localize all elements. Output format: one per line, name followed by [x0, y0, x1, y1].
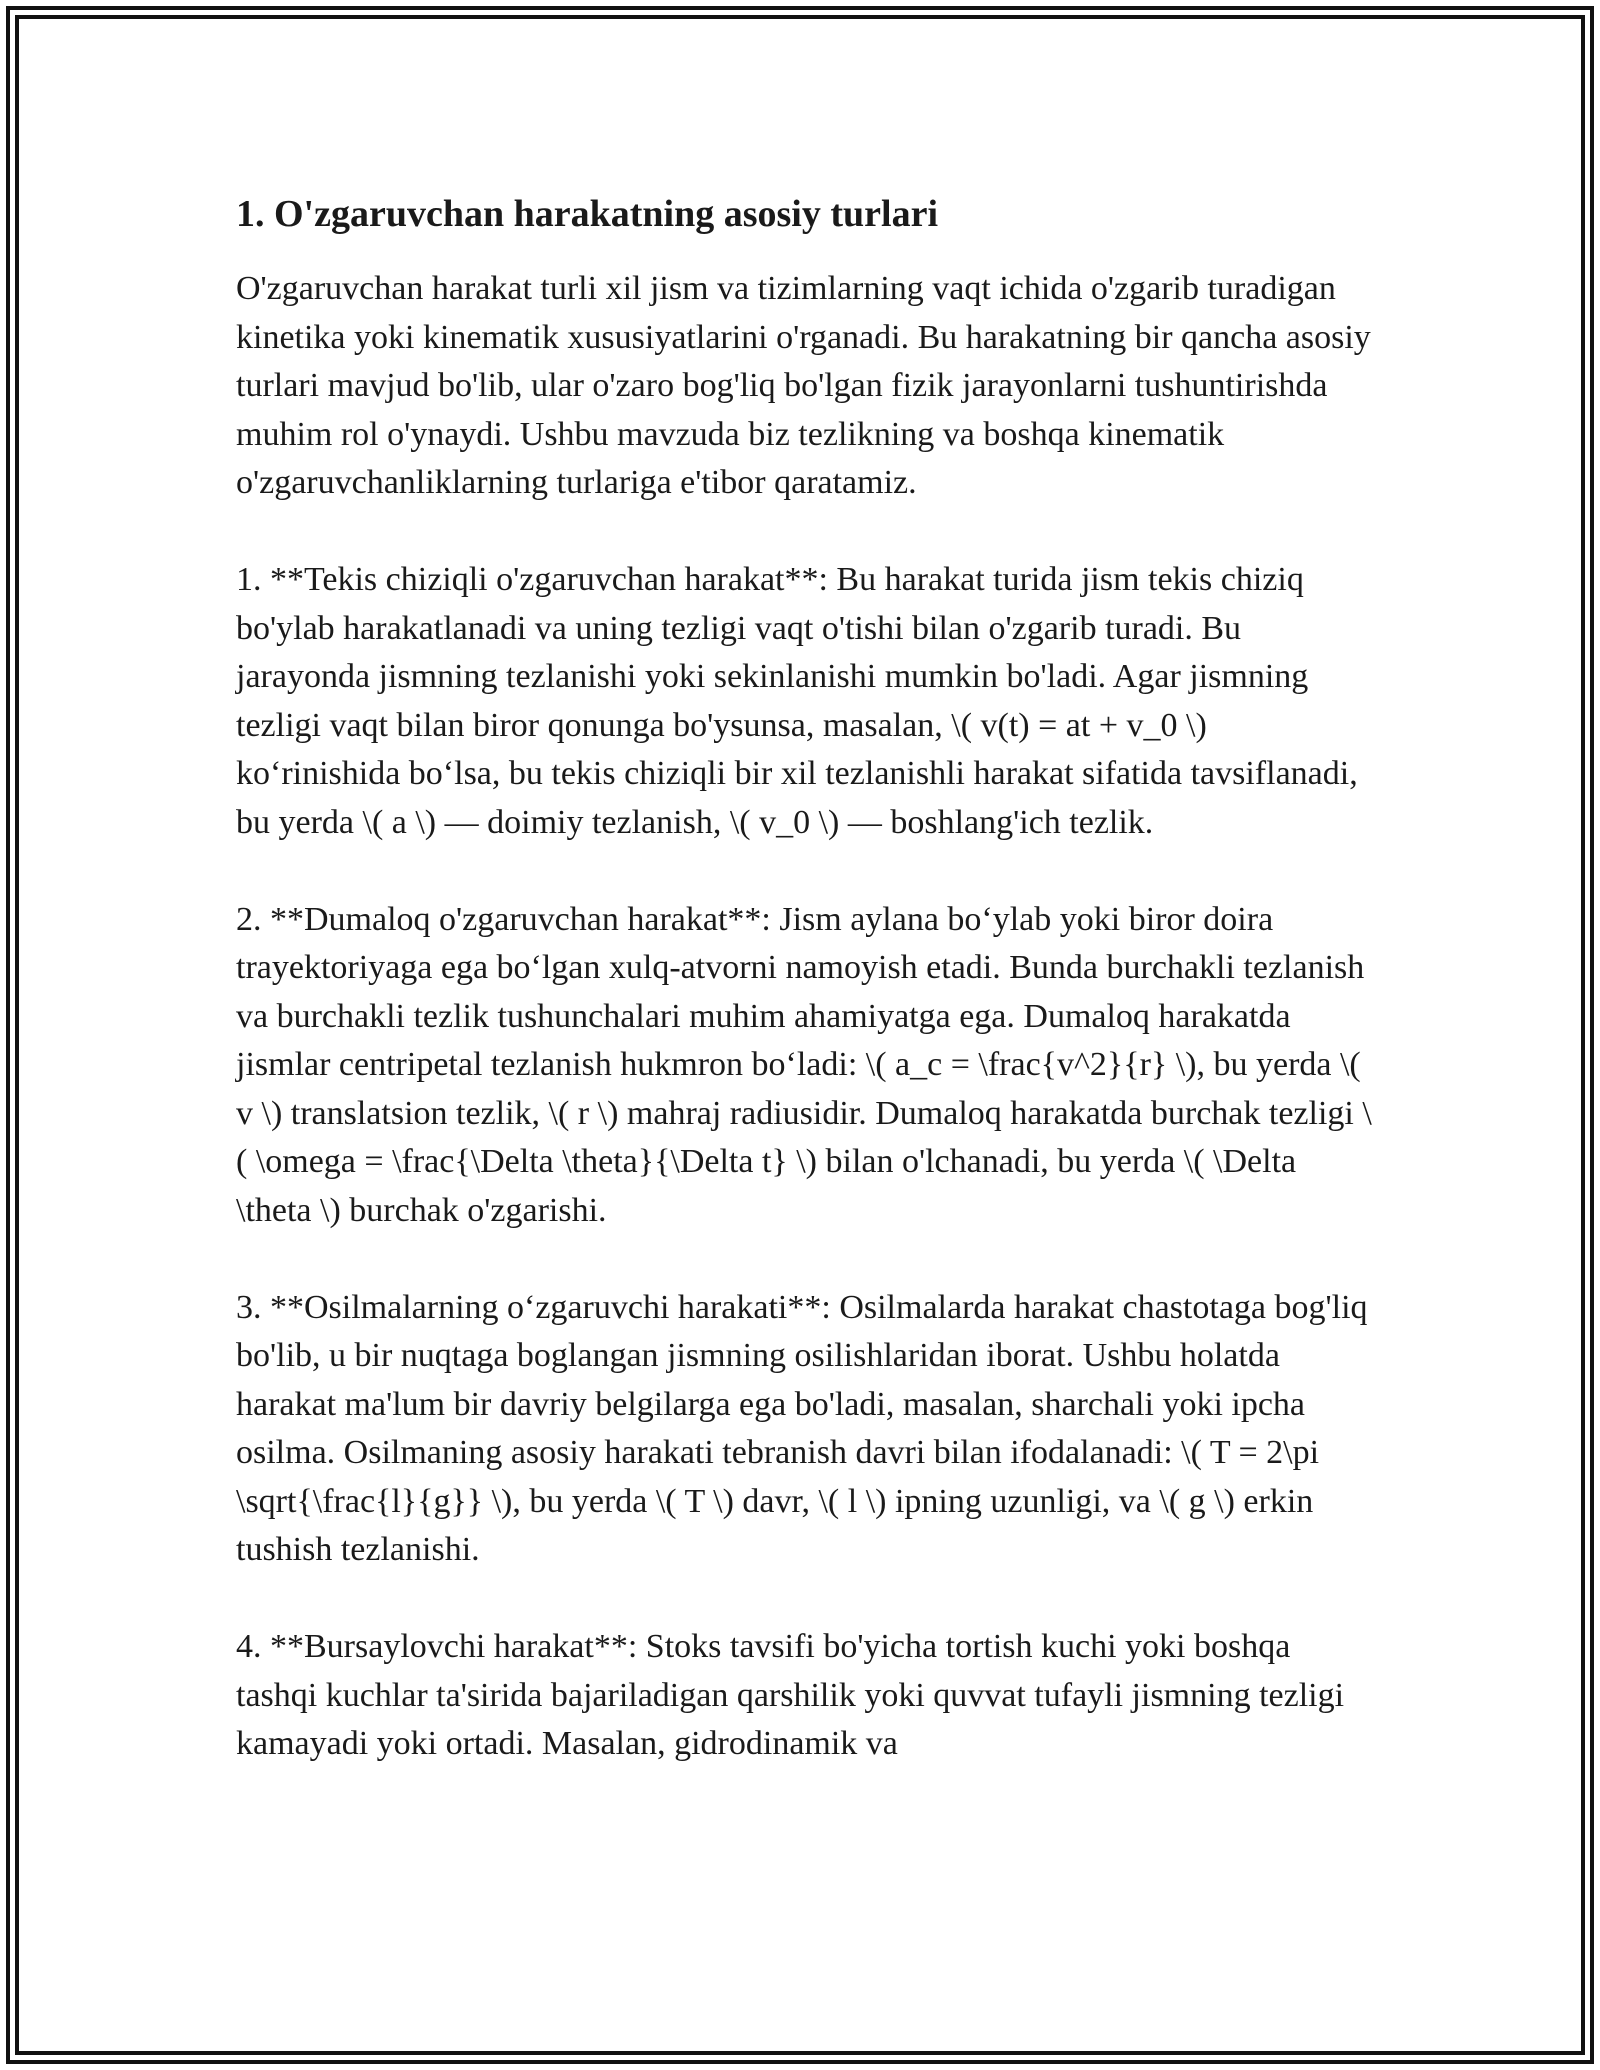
intro-paragraph: O'zgaruvchan harakat turli xil jism va tizimlarning vaqt ichida o'zgarib turadigan kinetika yoki kinematik xususiyatlarini o'rganadi. Bu harakatning bir qancha asosiy turlari mavjud bo'lib, ular o'zaro bog'liq bo'lgan fizik jarayonlarni tushuntirishda muhim rol o'ynaydi. Ushbu mavzuda biz tezlikning va boshqa kinematik o'zgaruvchanliklarning turlariga e'tibor qaratamiz.: [236, 270, 1371, 501]
paragraph-linear-motion: 1. **Tekis chiziqli o'zgaruvchan harakat**: Bu harakat turida jism tekis chiziq bo'ylab harakatlanadi va uning tezligi vaqt o'tishi bilan o'zgarib turadi. Bu jarayonda jismning tezlanishi yoki sekinlanishi mumkin bo'ladi. Agar jismning tezligi vaqt bilan biror qonunga bo'ysunsa, masalan, \( v(t) = at + v_0 \) ko‘rinishida bo‘lsa, bu tekis chiziqli bir xil tezlanishli harakat sifatida tavsiflanadi, bu yerda \( a \) — doimiy tezlanish, \( v_0 \) — boshlang'ich tezlik.: [236, 561, 1358, 841]
paragraph-circular-motion: 2. **Dumaloq o'zgaruvchan harakat**: Jism aylana bo‘ylab yoki biror doira trayektoriyaga ega bo‘lgan xulq-atvorni namoyish etadi. Bunda burchakli tezlanish va burchakli tezlik tushunchalari muhim ahamiyatga ega. Dumaloq harakatda jismlar centripetal tezlanish hukmron bo‘ladi: \( a_c = \frac{v^2}{r} \), bu yerda \( v \) translatsion tezlik, \( r \) mahraj radiusidir. Dumaloq harakatda burchak tezligi \( \omega = \frac{\Delta \theta}{\Delta t} \) bilan o'lchanadi, bu yerda \( \Delta \theta \) burchak o'zgarishi.: [236, 900, 1372, 1229]
section-heading: 1. O'zgaruvchan harakatning asosiy turlari: [236, 193, 938, 235]
paragraph-drag-motion: 4. **Bursaylovchi harakat**: Stoks tavsifi bo'yicha tortish kuchi yoki boshqa tashqi kuchlar ta'sirida bajariladigan qarshilik yoki quvvat tufayli jismning tezligi kamayadi yoki ortadi. Masalan, gidrodinamik va: [236, 1628, 1345, 1762]
document-body: [236, 185, 1376, 1817]
paragraph-oscillation: 3. **Osilmalarning o‘zgaruvchi harakati**: Osilmalarda harakat chastotaga bog'liq bo'lib, u bir nuqtaga boglangan jismning osilishlaridan iborat. Ushbu holatda harakat ma'lum bir davriy belgilarga ega bo'ladi, masalan, sharchali yoki ipcha osilma. Osilmaning asosiy harakati tebranish davri bilan ifodalanadi: \( T = 2\pi \sqrt{\frac{l}{g}} \), bu yerda \( T \) davr, \( l \) ipning uzunligi, va \( g \) erkin tushish tezlanishi.: [236, 1288, 1368, 1568]
